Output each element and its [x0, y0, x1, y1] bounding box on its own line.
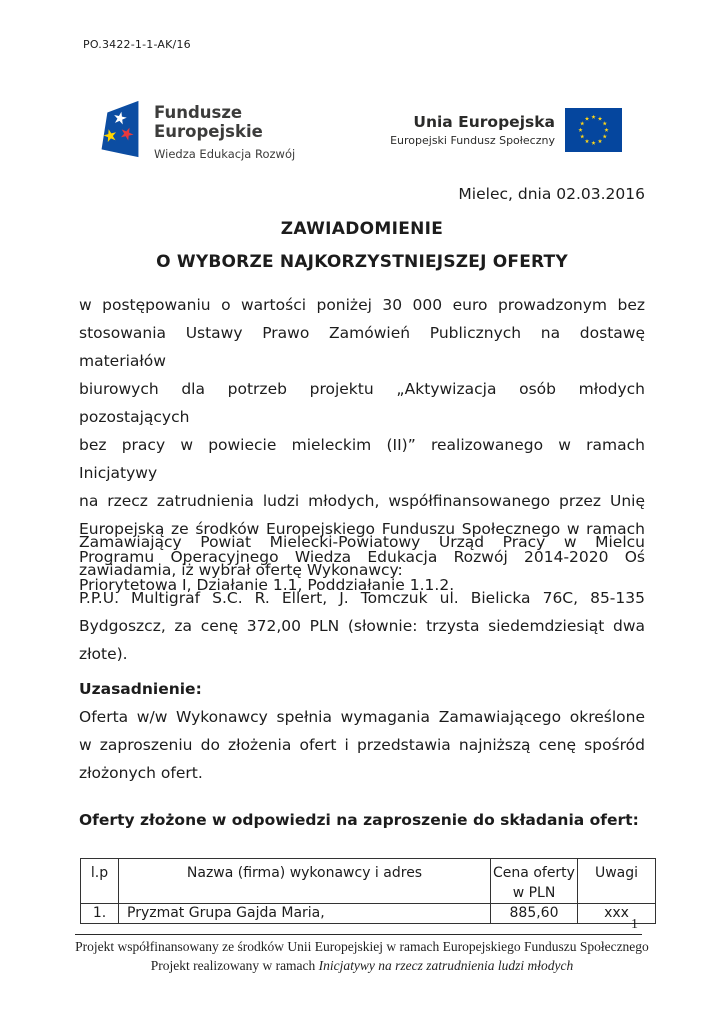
paragraph-line: w postępowaniu o wartości poniżej 30 000 euro prowadzonym bez — [79, 296, 645, 314]
paragraph-line: Europejską ze środków Europejskiego Funduszu Społecznego w ramach — [79, 520, 645, 538]
paragraph-line: P.P.U. Multigraf S.C. R. Ellert, J. Tomczuk ul. Bielicka 76C, 85-135 — [79, 589, 645, 607]
header-price-line2: w PLN — [512, 885, 556, 901]
paragraph-line: złożonych ofert. — [79, 764, 203, 782]
footer-line2-normal: Projekt realizowany w ramach — [150, 958, 319, 973]
paragraph-line: Programu Operacyjnego Wiedza Edukacja Rozwój 2014-2020 Oś — [79, 548, 645, 566]
section-justification — [79, 675, 645, 787]
footer-line1: Projekt współfinansowany ze środków Unii Europejskiej w ramach Europejskiego Funduszu Społecznego — [75, 939, 649, 954]
paragraph-line: Bydgoszcz, za cenę 372,00 PLN (słownie: trzysta siedemdziesiąt dwa — [79, 617, 645, 635]
paragraph-line: w zaproszeniu do złożenia ofert i przedstawia najniższą cenę spośród — [79, 736, 645, 754]
eu-title: Unia Europejska — [413, 113, 555, 131]
justification-heading: Uzasadnienie: — [79, 680, 202, 698]
cell-price: 885,60 — [491, 904, 578, 924]
paragraph-line: stosowania Ustawy Prawo Zamówień Publicznych na dostawę materiałów — [79, 324, 645, 370]
page-number: 1 — [631, 917, 638, 932]
offers-table — [80, 858, 656, 924]
paragraph-line: na rzecz zatrudnienia ludzi młodych, współfinansowanego przez Unię — [79, 492, 645, 510]
paragraph-line: bez pracy w powiecie mieleckim (II)” realizowanego w ramach Inicjatywy — [79, 436, 645, 482]
eu-flag-icon — [565, 108, 622, 152]
reference-number: PO.3422-1-1-AK/16 — [83, 38, 191, 51]
table-header-row — [81, 859, 656, 904]
date-line: Mielec, dnia 02.03.2016 — [458, 185, 645, 203]
header-name: Nazwa (firma) wykonawcy i adres — [119, 859, 491, 904]
fe-subtitle: Wiedza Edukacja Rozwój — [154, 147, 296, 161]
paragraph-line: Priorytetowa I, Działanie 1.1, Poddziałanie 1.1.2. — [79, 576, 455, 594]
cell-name: Pryzmat Grupa Gajda Maria, — [119, 904, 491, 924]
cell-lp: 1. — [81, 904, 119, 924]
footer-divider — [75, 934, 642, 935]
header-lp: l.p — [81, 859, 119, 904]
fundusze-europejskie-logo — [99, 97, 295, 163]
footer — [40, 937, 684, 975]
fe-title-line1: Fundusze — [154, 103, 243, 122]
paragraph-winner — [79, 528, 645, 668]
eu-subtitle: Europejski Fundusz Społeczny — [390, 134, 555, 147]
header-price-line1: Cena oferty — [493, 865, 575, 881]
fe-title-line2: Europejskie — [154, 122, 263, 141]
heading-zawiadomienie: ZAWIADOMIENIE — [280, 219, 444, 239]
fe-flag-icon — [99, 97, 141, 163]
footer-line2-italic: Inicjatywy na rzecz zatrudnienia ludzi młodych — [318, 958, 574, 973]
paragraph-line: złote). — [79, 645, 128, 663]
fe-logo-text — [154, 103, 295, 161]
cell-notes: xxx — [578, 904, 656, 924]
heading-wybor-oferty: O WYBORZE NAJKORZYSTNIEJSZEJ OFERTY — [156, 252, 568, 272]
paragraph-line: Zamawiający Powiat Mielecki-Powiatowy Urząd Pracy w Mielcu — [79, 533, 645, 551]
paragraph-line: zawiadamia, iż wybrał ofertę Wykonawcy: — [79, 561, 403, 579]
footer-line2 — [40, 956, 684, 975]
eu-logo-text — [390, 113, 555, 147]
header-price — [491, 859, 578, 904]
offers-heading: Oferty złożone w odpowiedzi na zaproszenie do składania ofert: — [79, 811, 639, 829]
table-row — [81, 904, 656, 924]
paragraph-line: biurowych dla potrzeb projektu „Aktywizacja osób młodych pozostających — [79, 380, 645, 426]
paragraph-line: Oferta w/w Wykonawcy spełnia wymagania Zamawiającego określone — [79, 708, 645, 726]
header-notes: Uwagi — [578, 859, 656, 904]
